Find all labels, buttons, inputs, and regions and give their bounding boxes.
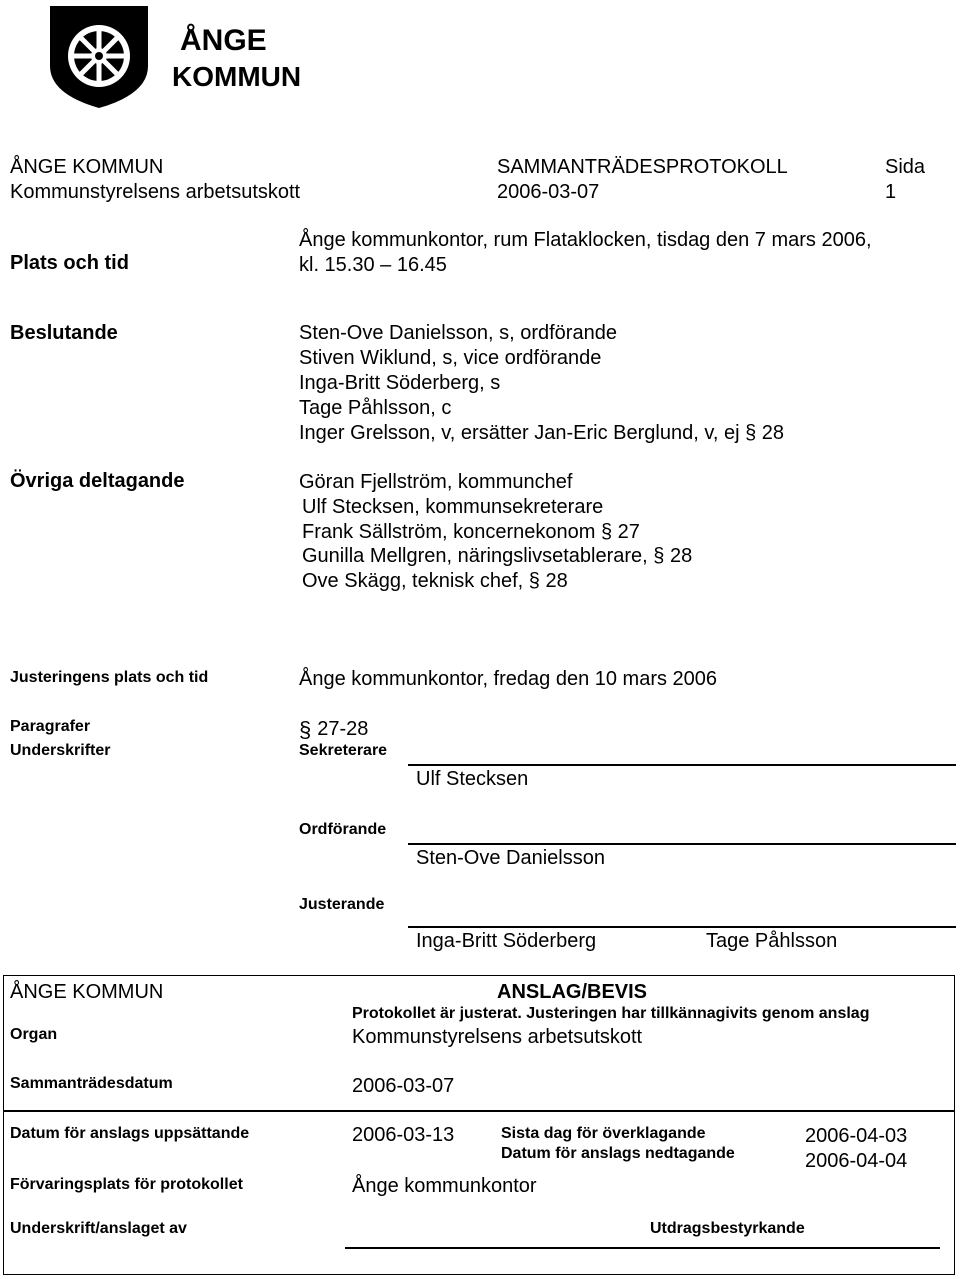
adjuster-name: Inga-Britt Söderberg [416, 930, 597, 952]
organ-value: Kommunstyrelsens arbetsutskott [352, 1026, 643, 1048]
removal-date-label: Datum för anslags nedtagande [501, 1145, 735, 1162]
other-participant: Göran Fjellström, kommunchef [299, 471, 573, 493]
notice-divider [3, 1110, 955, 1112]
notice-title: ANSLAG/BEVIS [497, 981, 648, 1003]
notice-signature-line [345, 1247, 940, 1249]
header-doc-type: SAMMANTRÄDESPROTOKOLL [497, 156, 788, 178]
posting-date-value: 2006-03-13 [352, 1124, 455, 1146]
decision-maker: Inga-Britt Söderberg, s [299, 372, 501, 394]
place-time-label: Plats och tid [10, 252, 129, 274]
ange-kommun-emblem [48, 4, 302, 112]
meeting-date-label: Sammanträdesdatum [10, 1075, 173, 1092]
appeal-date-label: Sista dag för överklagande [501, 1125, 706, 1142]
adjustment-label: Justeringens plats och tid [10, 669, 209, 686]
storage-value: Ånge kommunkontor [352, 1175, 537, 1197]
other-participant: Frank Sällström, koncernekonom § 27 [302, 521, 640, 543]
header-org: ÅNGE KOMMUN [10, 156, 164, 178]
logo-line2: KOMMUN [172, 61, 302, 92]
header-date: 2006-03-07 [497, 181, 600, 203]
header-page-number: 1 [885, 181, 897, 203]
paragraphs-label: Paragrafer [10, 718, 91, 735]
place-time-line2: kl. 15.30 – 16.45 [299, 254, 447, 276]
decision-maker: Sten-Ove Danielsson, s, ordförande [299, 322, 617, 344]
other-participant: Ulf Stecksen, kommunsekreterare [302, 496, 604, 518]
paragraphs-value [299, 717, 368, 743]
storage-label: Förvaringsplats för protokollet [10, 1176, 243, 1193]
meeting-date-value: 2006-03-07 [352, 1075, 455, 1097]
logo-line1: ÅNGE [180, 24, 267, 57]
decision-makers-label: Beslutande [10, 322, 118, 344]
other-participant: Gunilla Mellgren, näringslivsetablerare, § 28 [302, 545, 693, 567]
secretary-signature-line [408, 764, 956, 766]
adjuster-name: Tage Påhlsson [706, 930, 838, 952]
posting-date-label: Datum för anslags uppsättande [10, 1125, 250, 1142]
appeal-date-value: 2006-04-03 [805, 1125, 908, 1147]
decision-maker: Inger Grelsson, v, ersätter Jan-Eric Berglund, v, ej § 28 [299, 422, 785, 444]
signature-label: Underskrift/anslaget av [10, 1220, 187, 1237]
chair-signature-line [408, 843, 956, 845]
section-sign: § [299, 717, 312, 742]
place-time-line1: Ånge kommunkontor, rum Flataklocken, tisdag den 7 mars 2006, [299, 229, 872, 251]
secretary-name: Ulf Stecksen [416, 768, 529, 790]
other-participants-label: Övriga deltagande [10, 470, 185, 492]
chair-label: Ordförande [299, 821, 387, 838]
organ-label: Organ [10, 1026, 58, 1043]
adjusters-label: Justerande [299, 896, 385, 913]
adjustment-value: Ånge kommunkontor, fredag den 10 mars 2006 [299, 668, 718, 690]
signatures-label: Underskrifter [10, 742, 111, 759]
other-participant: Ove Skägg, teknisk chef, § 28 [302, 570, 568, 592]
chair-name: Sten-Ove Danielsson [416, 847, 605, 869]
removal-date-value: 2006-04-04 [805, 1150, 908, 1172]
notice-org: ÅNGE KOMMUN [10, 981, 164, 1003]
secretary-label: Sekreterare [299, 742, 388, 759]
paragraphs-range: 27-28 [317, 718, 369, 740]
notice-statement: Protokollet är justerat. Justeringen har tillkännagivits genom anslag [352, 1005, 870, 1022]
decision-maker: Stiven Wiklund, s, vice ordförande [299, 347, 602, 369]
header-page-label: Sida [885, 156, 926, 178]
adjusters-signature-line [408, 926, 956, 928]
municipality-logo [48, 4, 302, 117]
header-committee: Kommunstyrelsens arbetsutskott [10, 181, 301, 203]
decision-maker: Tage Påhlsson, c [299, 397, 452, 419]
certification-label: Utdragsbestyrkande [650, 1220, 805, 1237]
